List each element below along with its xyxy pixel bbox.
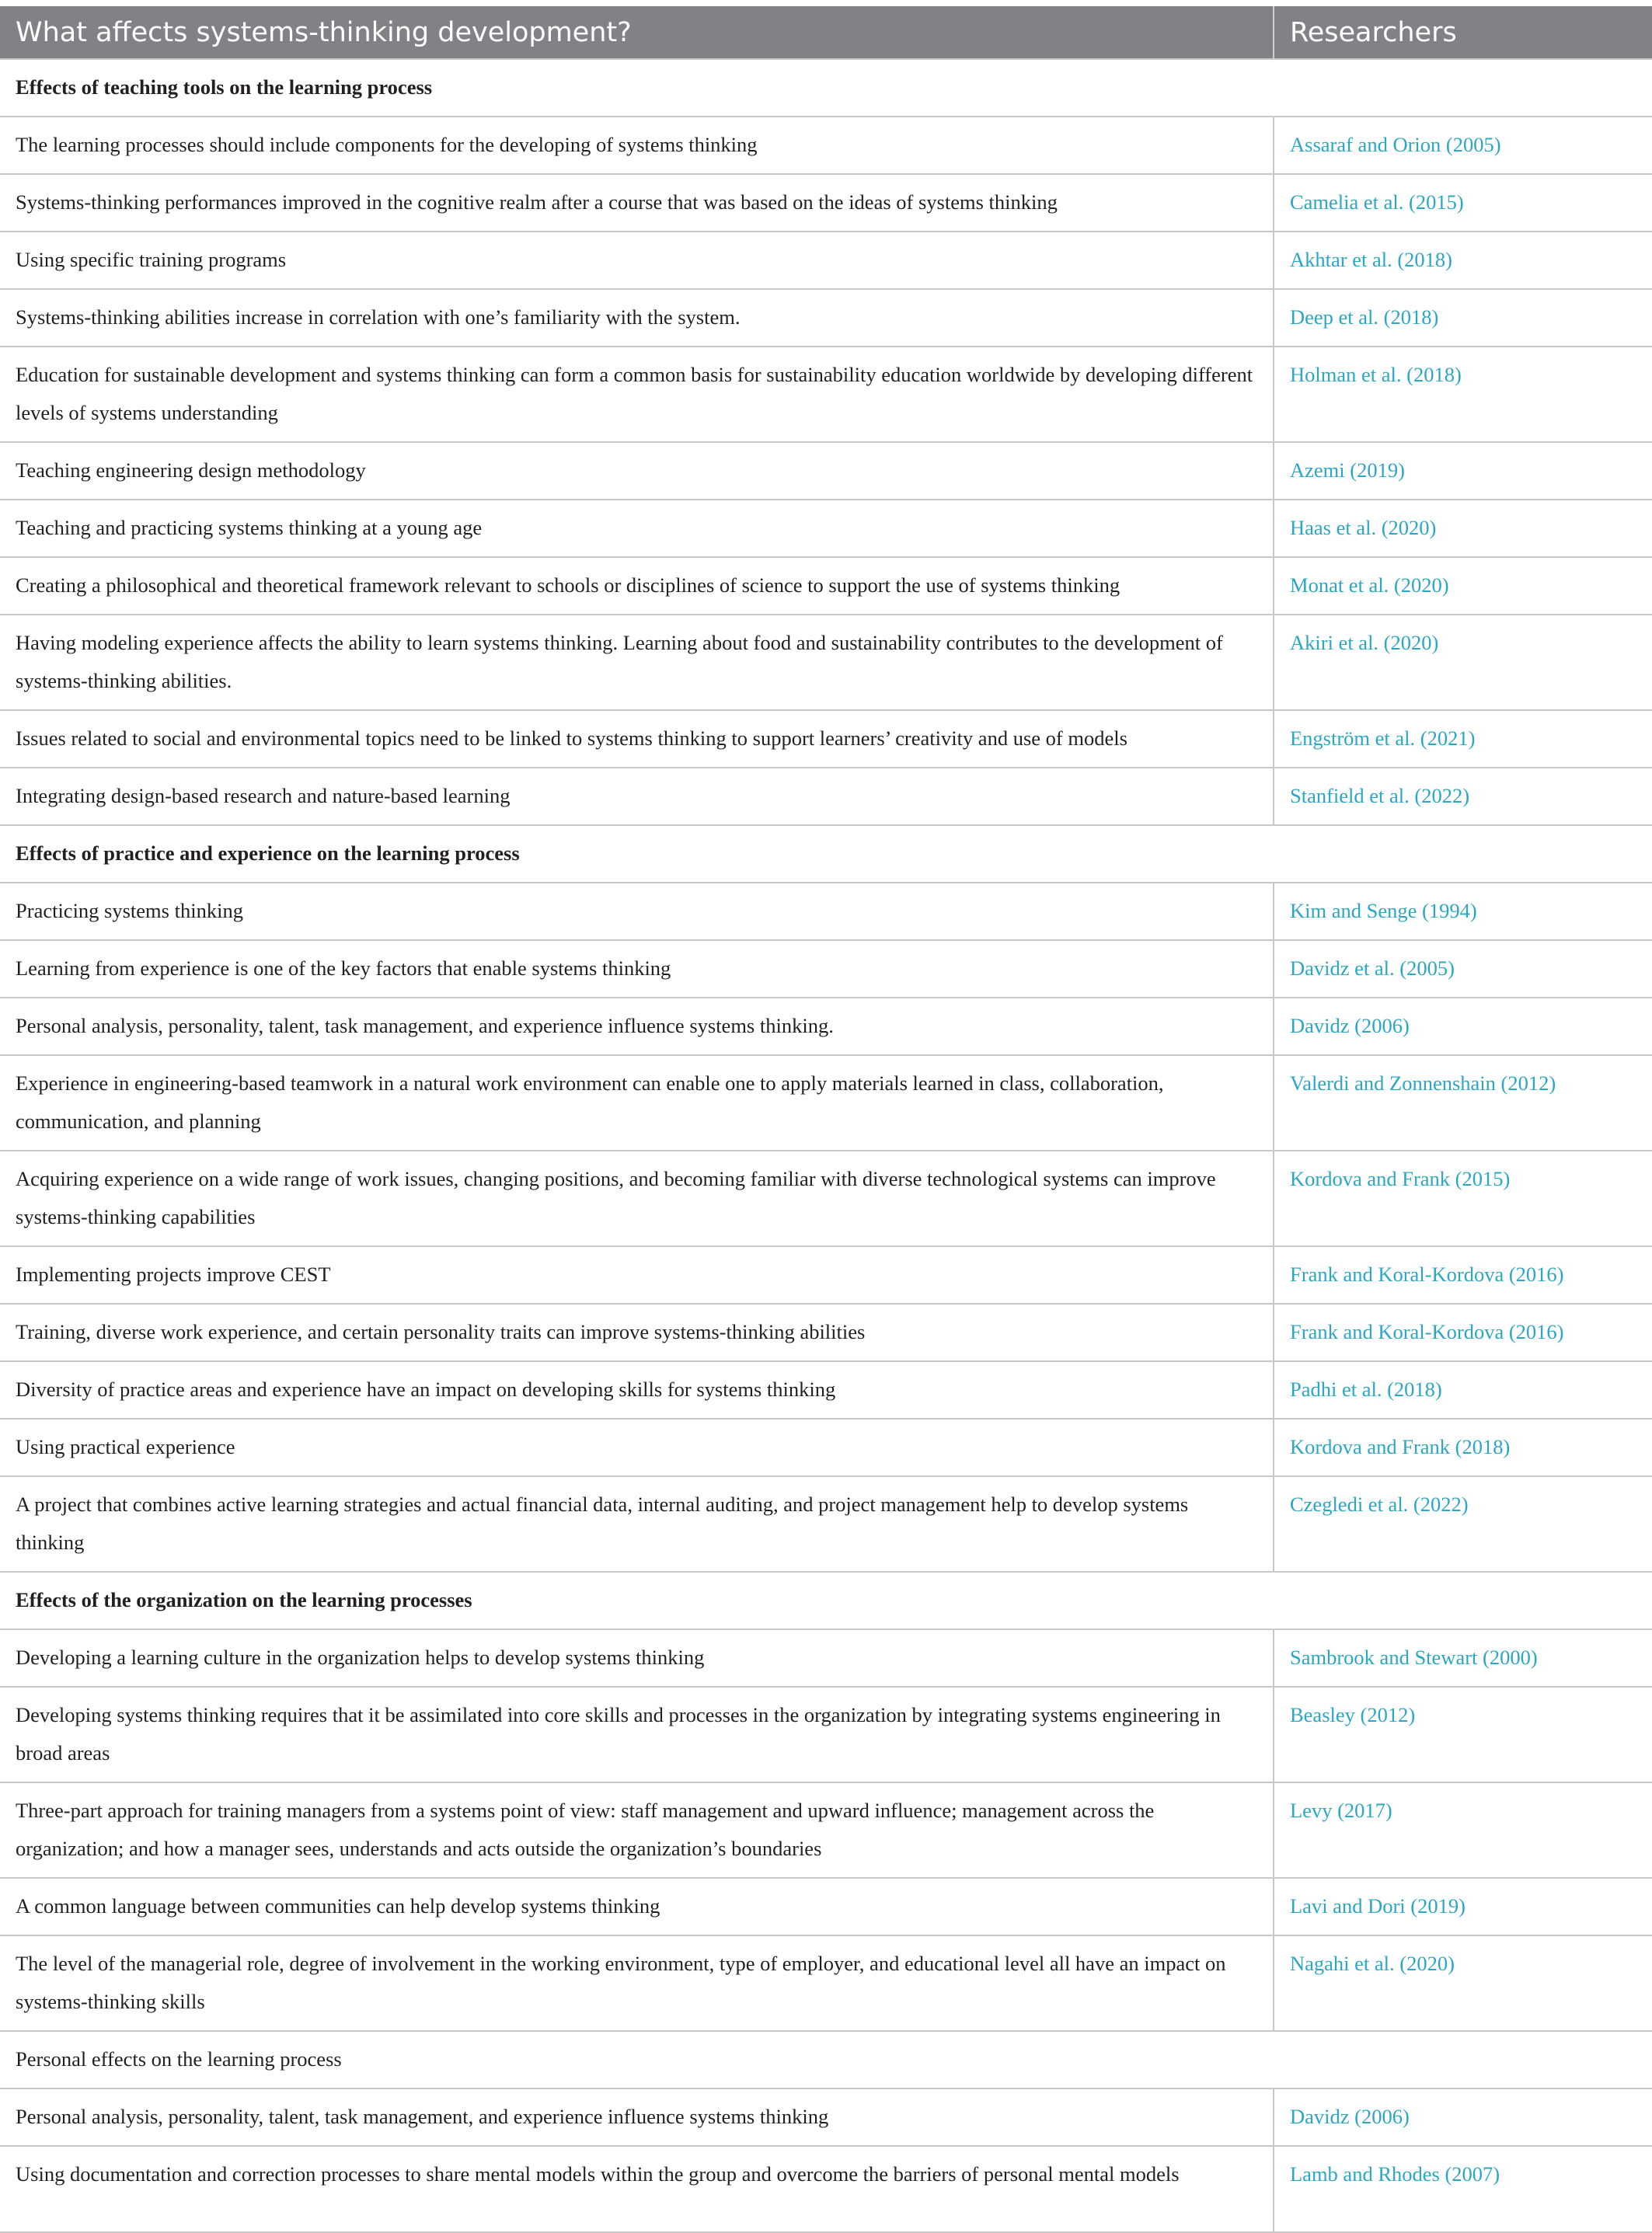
table-row (0, 883, 1652, 940)
table-row (0, 2088, 1652, 2146)
factor-cell: Using practical experience (0, 1419, 1274, 1476)
table-row (0, 710, 1652, 768)
section-title: Personal effects on the learning process (0, 2031, 1652, 2088)
table-header-row (0, 6, 1652, 59)
factor-cell: Issues related to social and environmental topics need to be linked to systems thinking to support learners’ creativity and use of models (0, 710, 1274, 768)
reference-link[interactable]: Frank and Koral-Kordova (2016) (1274, 1246, 1652, 1304)
factor-cell: Experience in engineering-based teamwork in a natural work environment can enable one to apply materials learned in class, collaboration, communication, and planning (0, 1055, 1274, 1151)
section-row (0, 59, 1652, 117)
factor-cell: Learning from experience is one of the key factors that enable systems thinking (0, 940, 1274, 998)
reference-link[interactable]: Engström et al. (2021) (1274, 710, 1652, 768)
reference-link[interactable]: Sambrook and Stewart (2000) (1274, 1629, 1652, 1687)
factor-cell: Integrating design-based research and nature-based learning (0, 768, 1274, 825)
factor-cell: Practicing systems thinking (0, 883, 1274, 940)
factor-cell: Developing a learning culture in the organization helps to develop systems thinking (0, 1629, 1274, 1687)
reference-link[interactable]: Frank and Koral-Kordova (2016) (1274, 1304, 1652, 1361)
table-row (0, 1629, 1652, 1687)
reference-link[interactable]: Kordova and Frank (2018) (1274, 1419, 1652, 1476)
factor-cell: Teaching engineering design methodology (0, 442, 1274, 500)
factor-cell: Implementing projects improve CEST (0, 1246, 1274, 1304)
section-title: Effects of the organization on the learning processes (0, 1572, 1652, 1629)
factor-cell: Personal analysis, personality, talent, task management, and experience influence systems thinking (0, 2088, 1274, 2146)
table-row (0, 1151, 1652, 1246)
table-row (0, 1055, 1652, 1151)
factor-cell: Creating a philosophical and theoretical framework relevant to schools or disciplines of science to support the use of systems thinking (0, 557, 1274, 615)
reference-link[interactable]: Kim and Senge (1994) (1274, 883, 1652, 940)
table-row (0, 940, 1652, 998)
table-row (0, 1782, 1652, 1878)
factor-cell: Using specific training programs (0, 232, 1274, 289)
factor-cell: Diversity of practice areas and experience have an impact on developing skills for systems thinking (0, 1361, 1274, 1419)
table-row (0, 1476, 1652, 1572)
table-row (0, 1361, 1652, 1419)
factor-cell: Using documentation and correction processes to share mental models within the group and overcome the barriers of personal mental models (0, 2146, 1274, 2232)
table-row (0, 442, 1652, 500)
table-row (0, 1304, 1652, 1361)
table-row (0, 768, 1652, 825)
table-row (0, 2146, 1652, 2232)
factor-cell: Systems-thinking performances improved in the cognitive realm after a course that was based on the ideas of systems thinking (0, 174, 1274, 232)
reference-link[interactable]: Kordova and Frank (2015) (1274, 1151, 1652, 1246)
reference-link[interactable]: Akhtar et al. (2018) (1274, 232, 1652, 289)
table-row (0, 1878, 1652, 1935)
table-row (0, 289, 1652, 347)
table-row (0, 557, 1652, 615)
reference-link[interactable]: Davidz et al. (2005) (1274, 940, 1652, 998)
reference-link[interactable]: Deep et al. (2018) (1274, 289, 1652, 347)
section-title: Effects of practice and experience on the learning process (0, 825, 1652, 883)
reference-link[interactable]: Levy (2017) (1274, 1782, 1652, 1878)
reference-link[interactable]: Camelia et al. (2015) (1274, 174, 1652, 232)
reference-link[interactable]: Lavi and Dori (2019) (1274, 1878, 1652, 1935)
factor-cell: Systems-thinking abilities increase in correlation with one’s familiarity with the system. (0, 289, 1274, 347)
table-row (0, 117, 1652, 174)
section-title: Effects of teaching tools on the learning process (0, 59, 1652, 117)
table-row (0, 1687, 1652, 1782)
research-table (0, 6, 1652, 2233)
factor-cell: Education for sustainable development and systems thinking can form a common basis for sustainability education worldwide by developing different levels of systems understanding (0, 347, 1274, 442)
factor-cell: Having modeling experience affects the ability to learn systems thinking. Learning about food and sustainability contributes to the development of systems-thinking abilities. (0, 615, 1274, 710)
reference-link[interactable]: Padhi et al. (2018) (1274, 1361, 1652, 1419)
factor-cell: Teaching and practicing systems thinking at a young age (0, 500, 1274, 557)
section-row (0, 825, 1652, 883)
reference-link[interactable]: Haas et al. (2020) (1274, 500, 1652, 557)
research-table-container (0, 6, 1652, 2233)
reference-link[interactable]: Beasley (2012) (1274, 1687, 1652, 1782)
section-row (0, 2031, 1652, 2088)
reference-link[interactable]: Davidz (2006) (1274, 998, 1652, 1055)
reference-link[interactable]: Azemi (2019) (1274, 442, 1652, 500)
factor-cell: Developing systems thinking requires that it be assimilated into core skills and processes in the organization by integrating systems engineering in broad areas (0, 1687, 1274, 1782)
factor-cell: Three-part approach for training managers from a systems point of view: staff management and upward influence; management across the organization; and how a manager sees, understands and acts outside the organization’s boundaries (0, 1782, 1274, 1878)
reference-link[interactable]: Assaraf and Orion (2005) (1274, 117, 1652, 174)
factor-cell: The learning processes should include components for the developing of systems thinking (0, 117, 1274, 174)
table-row (0, 1246, 1652, 1304)
column-header-factor: What affects systems-thinking development? (0, 6, 1274, 59)
table-row (0, 174, 1652, 232)
factor-cell: A project that combines active learning strategies and actual financial data, internal auditing, and project management help to develop systems thinking (0, 1476, 1274, 1572)
factor-cell: Acquiring experience on a wide range of work issues, changing positions, and becoming familiar with diverse technological systems can improve systems-thinking capabilities (0, 1151, 1274, 1246)
reference-link[interactable]: Akiri et al. (2020) (1274, 615, 1652, 710)
table-row (0, 615, 1652, 710)
reference-link[interactable]: Davidz (2006) (1274, 2088, 1652, 2146)
table-row (0, 347, 1652, 442)
reference-link[interactable]: Stanfield et al. (2022) (1274, 768, 1652, 825)
reference-link[interactable]: Valerdi and Zonnenshain (2012) (1274, 1055, 1652, 1151)
factor-cell: Training, diverse work experience, and certain personality traits can improve systems-thinking abilities (0, 1304, 1274, 1361)
reference-link[interactable]: Lamb and Rhodes (2007) (1274, 2146, 1652, 2232)
reference-link[interactable]: Nagahi et al. (2020) (1274, 1935, 1652, 2031)
factor-cell: Personal analysis, personality, talent, task management, and experience influence systems thinking. (0, 998, 1274, 1055)
reference-link[interactable]: Czegledi et al. (2022) (1274, 1476, 1652, 1572)
reference-link[interactable]: Monat et al. (2020) (1274, 557, 1652, 615)
table-row (0, 1419, 1652, 1476)
table-row (0, 1935, 1652, 2031)
table-row (0, 998, 1652, 1055)
reference-link[interactable]: Holman et al. (2018) (1274, 347, 1652, 442)
table-row (0, 500, 1652, 557)
factor-cell: A common language between communities can help develop systems thinking (0, 1878, 1274, 1935)
section-row (0, 1572, 1652, 1629)
column-header-researchers: Researchers (1274, 6, 1652, 59)
factor-cell: The level of the managerial role, degree of involvement in the working environment, type of employer, and educational level all have an impact on systems-thinking skills (0, 1935, 1274, 2031)
table-row (0, 232, 1652, 289)
